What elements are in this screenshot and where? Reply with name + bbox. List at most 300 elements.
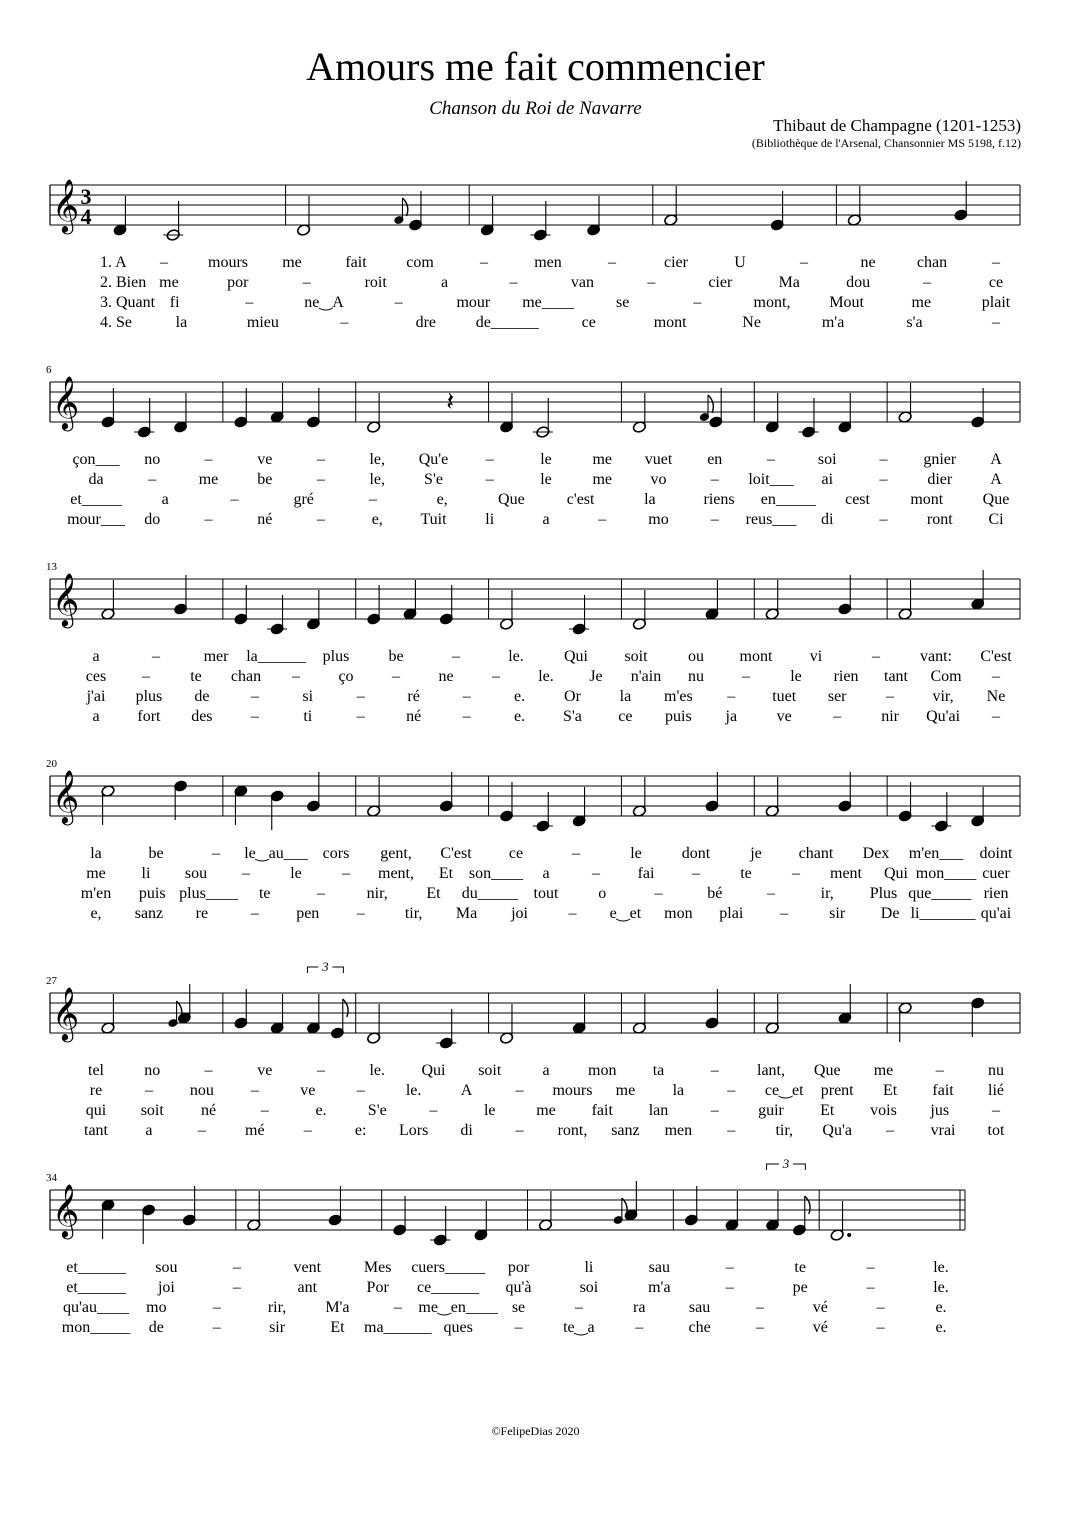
lyric-syllable: Mout: [829, 294, 865, 311]
staff-system: [50, 178, 1020, 331]
lyric-hyphen: –: [197, 1122, 206, 1139]
lyric-syllable: et_____: [70, 491, 122, 508]
lyric-syllable: Et: [438, 865, 454, 882]
staff-system: [46, 758, 1020, 922]
lyric-syllable: ja: [725, 708, 738, 725]
lyric-hyphen: –: [876, 1319, 885, 1336]
lyric-syllable: tot: [987, 1122, 1005, 1139]
lyric-hyphen: –: [647, 274, 656, 291]
lyric-syllable: Que: [498, 491, 525, 508]
lyric-syllable: le: [790, 668, 802, 685]
lyric-hyphen: –: [886, 1122, 895, 1139]
lyric-syllable: be: [388, 648, 404, 665]
lyric-syllable: da: [88, 471, 104, 488]
lyric-syllable: vo: [650, 471, 667, 488]
lyric-hyphen: –: [394, 294, 403, 311]
lyric-syllable: mont: [739, 648, 773, 665]
staff-system: [46, 364, 1020, 528]
lyric-hyphen: –: [755, 1299, 764, 1316]
lyric-hyphen: –: [204, 451, 213, 468]
lyric-syllable: la: [619, 688, 632, 705]
note-flag: [343, 999, 348, 1017]
lyric-syllable: rien: [983, 885, 1009, 902]
staff-system: [46, 561, 1020, 725]
lyric-hyphen: –: [232, 1259, 241, 1276]
lyric-syllable: ve: [257, 1062, 273, 1079]
lyric-syllable: a: [542, 865, 550, 882]
note-flag: [805, 1196, 810, 1214]
lyric-syllable: te: [794, 1259, 806, 1276]
lyric-hyphen: –: [792, 865, 800, 882]
lyric-syllable: m'a: [821, 314, 845, 331]
lyric-syllable: chan: [916, 254, 948, 271]
lyric-syllable: soi: [579, 1279, 599, 1296]
lyric-syllable: ai: [821, 471, 834, 488]
lyric-syllable: e.: [935, 1299, 947, 1316]
lyric-syllable: guir: [758, 1102, 784, 1119]
treble-clef-icon: 𝄞: [52, 769, 80, 823]
lyric-syllable: ti: [303, 708, 313, 725]
lyric-syllable: por: [227, 274, 249, 291]
lyric-hyphen: –: [568, 905, 577, 922]
lyric-syllable: né: [406, 708, 422, 725]
lyric-syllable: ve: [257, 451, 273, 468]
lyric-hyphen: –: [204, 1062, 213, 1079]
lyric-syllable: be: [257, 471, 273, 488]
lyric-hyphen: –: [462, 688, 471, 705]
lyric-syllable: rir,: [267, 1299, 287, 1316]
lyric-hyphen: –: [742, 668, 750, 685]
lyric-syllable: ques: [443, 1319, 473, 1336]
lyric-syllable: le: [483, 1102, 496, 1119]
lyric-syllable: gré: [293, 491, 314, 508]
lyric-hyphen: –: [514, 1319, 523, 1336]
lyric-hyphen: –: [879, 511, 888, 528]
lyric-syllable: di: [460, 1122, 473, 1139]
lyric-hyphen: –: [727, 1082, 736, 1099]
lyric-hyphen: –: [230, 491, 239, 508]
lyric-syllable: mour: [456, 294, 491, 311]
lyric-hyphen: –: [800, 254, 808, 271]
lyric-syllable: pen: [296, 905, 320, 922]
lyric-hyphen: –: [866, 1279, 875, 1296]
lyric-syllable: Qu'a: [822, 1122, 852, 1139]
lyric-syllable: mon: [664, 905, 693, 922]
lyric-syllable: ce______: [416, 1279, 480, 1296]
lyric-syllable: mour___: [67, 511, 125, 528]
lyric-syllable: tir,: [404, 905, 423, 922]
lyric-hyphen: –: [393, 1299, 402, 1316]
lyric-syllable: fait: [591, 1102, 613, 1119]
lyric-syllable: ve: [776, 708, 792, 725]
lyric-syllable: vrai: [930, 1122, 956, 1139]
lyric-syllable: plus: [135, 688, 163, 705]
lyric-syllable: ces: [85, 668, 107, 685]
lyric-hyphen: –: [245, 294, 254, 311]
lyric-hyphen: –: [148, 471, 157, 488]
lyric-syllable: o: [598, 885, 607, 902]
lyric-syllable: roit: [364, 274, 387, 291]
lyric-syllable: e.: [935, 1319, 947, 1336]
lyric-syllable: sau: [648, 1259, 670, 1276]
lyric-syllable: Qui: [884, 865, 908, 882]
lyric-hyphen: –: [144, 1082, 153, 1099]
lyric-hyphen: –: [710, 471, 719, 488]
lyric-syllable: cier: [708, 274, 733, 291]
staff-system: [46, 1156, 965, 1336]
lyric-syllable: a: [145, 1122, 153, 1139]
lyric-hyphen: –: [592, 865, 600, 882]
lyric-syllable: mours: [208, 254, 248, 271]
lyric-syllable: sau: [688, 1299, 711, 1316]
lyric-syllable: me: [536, 1102, 556, 1119]
lyric-syllable: m'en: [80, 885, 112, 902]
lyric-syllable: e‿et: [609, 905, 642, 922]
lyric-syllable: lan: [648, 1102, 669, 1119]
lyric-syllable: se: [616, 294, 630, 311]
lyric-hyphen: –: [452, 648, 460, 665]
lyric-syllable: se: [511, 1299, 526, 1316]
lyric-syllable: me: [198, 471, 219, 488]
lyric-hyphen: –: [767, 451, 775, 468]
lyric-hyphen: –: [260, 1102, 269, 1119]
lyric-hyphen: –: [635, 1319, 644, 1336]
lyric-hyphen: –: [935, 1062, 944, 1079]
lyric-syllable: ront,: [557, 1122, 588, 1139]
lyric-syllable: soit: [624, 648, 648, 665]
lyric-syllable: joi: [511, 905, 528, 922]
lyric-syllable: soi: [817, 451, 837, 468]
lyric-syllable: cest: [845, 491, 870, 508]
lyric-syllable: tant: [84, 1122, 108, 1139]
lyric-syllable: sanz: [134, 905, 164, 922]
lyric-syllable: n'ain: [630, 668, 662, 685]
lyric-syllable: prent: [820, 1082, 854, 1099]
lyric-syllable: le: [290, 865, 302, 882]
tuplet-label: 3: [782, 1156, 790, 1171]
lyric-syllable: ce: [988, 274, 1004, 291]
lyric-syllable: qu'ai: [980, 905, 1012, 922]
lyric-syllable: do: [144, 511, 161, 528]
lyric-syllable: cors: [322, 845, 350, 862]
lyric-syllable: de: [194, 688, 210, 705]
lyric-syllable: ne‿A: [304, 294, 344, 311]
lyric-hyphen: –: [574, 1299, 583, 1316]
lyric-syllable: 3. Quant: [100, 294, 156, 311]
measure-number: 20: [46, 758, 57, 770]
lyric-hyphen: –: [767, 885, 775, 902]
quarter-rest-icon: 𝄽: [446, 387, 455, 417]
treble-clef-icon: 𝄞: [52, 1183, 80, 1237]
lyric-syllable: re: [89, 1082, 103, 1099]
lyric-syllable: nir,: [366, 885, 388, 902]
lyric-hyphen: –: [242, 865, 250, 882]
lyric-syllable: la: [672, 1082, 685, 1099]
lyric-syllable: M'a: [325, 1299, 350, 1316]
lyric-hyphen: –: [152, 648, 160, 665]
lyric-syllable: Et: [820, 1102, 835, 1119]
lyric-syllable: fait: [345, 254, 367, 271]
time-signature-top: 3: [80, 184, 92, 209]
lyric-syllable: lié: [988, 1082, 1004, 1099]
lyric-syllable: cier: [664, 254, 688, 271]
lyric-syllable: joi: [157, 1279, 175, 1296]
lyric-syllable: le,: [369, 471, 386, 488]
lyric-syllable: Ma: [778, 274, 800, 291]
lyric-hyphen: –: [608, 254, 616, 271]
lyric-hyphen: –: [886, 688, 895, 705]
lyric-syllable: dou: [846, 274, 871, 291]
lyric-syllable: le.: [508, 648, 524, 665]
lyric-syllable: plait: [981, 294, 1011, 311]
lyric-hyphen: –: [212, 1299, 221, 1316]
lyric-syllable: e:: [354, 1122, 367, 1139]
subtitle-text: Chanson du Roi de Navarre: [429, 98, 642, 119]
lyric-syllable: ce: [581, 314, 596, 331]
lyric-syllable: Ne: [986, 688, 1006, 705]
lyric-syllable: nir: [881, 708, 900, 725]
lyric-syllable: son____: [468, 865, 524, 882]
lyric-syllable: a: [92, 708, 100, 725]
lyric-syllable: plus____: [179, 885, 238, 902]
lyric-syllable: pe: [792, 1279, 808, 1296]
lyric-syllable: c'est: [566, 491, 595, 508]
lyric-syllable: ré: [407, 688, 420, 705]
lyric-syllable: e,: [436, 491, 448, 508]
lyric-syllable: me: [592, 451, 613, 468]
lyric-syllable: s'a: [906, 314, 923, 331]
lyric-hyphen: –: [879, 471, 888, 488]
lyric-syllable: De: [880, 905, 900, 922]
treble-clef-icon: 𝄞: [52, 572, 80, 626]
lyric-syllable: m'a: [648, 1279, 671, 1296]
lyric-syllable: ve: [300, 1082, 316, 1099]
lyric-hyphen: –: [212, 1319, 221, 1336]
lyric-syllable: Qui: [421, 1062, 446, 1079]
lyric-syllable: sou: [184, 865, 208, 882]
lyric-syllable: des: [191, 708, 213, 725]
lyric-syllable: mours: [552, 1082, 593, 1099]
lyric-syllable: Ma: [455, 905, 478, 922]
lyric-syllable: loit___: [748, 471, 794, 488]
lyric-syllable: fi: [169, 294, 180, 311]
lyric-syllable: soit: [140, 1102, 164, 1119]
lyric-syllable: vant:: [920, 648, 952, 665]
lyric-syllable: j'ai: [86, 688, 106, 705]
copyright-footer: ©FelipeDias 2020: [491, 1424, 580, 1438]
lyric-syllable: te: [740, 865, 752, 882]
lyric-hyphen: –: [755, 1319, 764, 1336]
lyric-syllable: çon___: [72, 451, 120, 468]
lyric-syllable: re: [195, 905, 209, 922]
lyric-hyphen: –: [429, 1102, 438, 1119]
lyric-hyphen: –: [317, 471, 325, 488]
lyric-syllable: et______: [66, 1279, 126, 1296]
lyric-syllable: la: [90, 845, 102, 862]
lyric-syllable: Dex: [862, 845, 890, 862]
lyric-hyphen: –: [692, 865, 700, 882]
lyric-hyphen: –: [923, 274, 932, 291]
lyric-syllable: a: [161, 491, 169, 508]
lyric-syllable: no: [144, 451, 161, 468]
lyric-syllable: mo: [648, 511, 669, 528]
lyric-hyphen: –: [879, 451, 888, 468]
lyric-syllable: mo: [146, 1299, 167, 1316]
lyric-syllable: me: [911, 294, 932, 311]
lyric-syllable: de______: [475, 314, 539, 331]
lyric-hyphen: –: [204, 511, 213, 528]
lyric-syllable: ço: [338, 668, 354, 685]
lyric-syllable: mon: [588, 1062, 617, 1079]
lyric-hyphen: –: [693, 294, 702, 311]
lyric-syllable: bé: [707, 885, 723, 902]
lyric-syllable: be: [148, 845, 164, 862]
lyric-syllable: vi: [809, 648, 823, 665]
lyric-syllable: cuer: [982, 865, 1010, 882]
lyric-hyphen: –: [485, 471, 494, 488]
lyric-hyphen: –: [317, 885, 325, 902]
lyric-syllable: mé: [245, 1122, 265, 1139]
lyric-hyphen: –: [356, 905, 365, 922]
lyric-syllable: di: [821, 511, 834, 528]
lyric-syllable: mont,: [753, 294, 791, 311]
lyric-hyphen: –: [212, 845, 220, 862]
lyric-syllable: a: [92, 648, 100, 665]
note-flag: [402, 198, 407, 216]
lyric-hyphen: –: [727, 1122, 736, 1139]
note-flag: [708, 395, 713, 413]
lyric-syllable: que_____: [908, 885, 972, 902]
lyric-syllable: 4. Se: [100, 314, 132, 331]
lyric-syllable: por: [507, 1259, 530, 1276]
lyric-syllable: Et: [330, 1319, 345, 1336]
lyric-syllable: nu: [688, 668, 704, 685]
lyric-syllable: 2. Bien: [100, 274, 147, 291]
lyric-hyphen: –: [356, 688, 365, 705]
lyric-syllable: vir,: [932, 688, 954, 705]
lyric-hyphen: –: [485, 451, 494, 468]
lyric-syllable: sou: [155, 1259, 178, 1276]
lyric-syllable: de: [148, 1319, 164, 1336]
lyric-hyphen: –: [710, 511, 719, 528]
lyric-syllable: du_____: [461, 885, 518, 902]
lyric-syllable: qu'à: [505, 1279, 532, 1296]
lyric-hyphen: –: [480, 254, 488, 271]
lyric-syllable: mieu: [246, 314, 279, 331]
lyric-syllable: tir,: [775, 1122, 794, 1139]
lyric-hyphen: –: [340, 314, 349, 331]
lyric-syllable: ne: [438, 668, 454, 685]
lyric-syllable: gent,: [380, 845, 412, 862]
lyric-syllable: e,: [371, 511, 383, 528]
lyric-syllable: me: [86, 865, 106, 882]
lyric-syllable: e.: [315, 1102, 327, 1119]
lyric-syllable: te: [190, 668, 202, 685]
lyric-syllable: le: [630, 845, 642, 862]
lyric-hyphen: –: [727, 688, 736, 705]
lyric-syllable: vent: [293, 1259, 322, 1276]
lyric-syllable: sanz: [611, 1122, 640, 1139]
lyric-syllable: Mes: [363, 1259, 392, 1276]
lyric-syllable: A: [460, 1082, 473, 1099]
lyric-hyphen: –: [292, 668, 300, 685]
lyric-hyphen: –: [725, 1279, 734, 1296]
lyric-syllable: a: [542, 511, 550, 528]
lyric-syllable: dont: [681, 845, 711, 862]
lyric-syllable: mont: [653, 314, 687, 331]
lyric-syllable: me‿en____: [418, 1299, 498, 1316]
lyric-syllable: ra: [632, 1299, 646, 1316]
lyric-syllable: la: [175, 314, 188, 331]
lyric-hyphen: –: [142, 668, 150, 685]
lyric-syllable: li_______: [910, 905, 976, 922]
lyric-syllable: reus___: [745, 511, 797, 528]
lyric-syllable: a: [441, 274, 449, 291]
lyric-syllable: C'est: [980, 648, 1012, 665]
treble-clef-icon: 𝄞: [52, 178, 80, 232]
lyric-hyphen: –: [992, 708, 1000, 725]
lyric-syllable: nou: [189, 1082, 214, 1099]
lyric-hyphen: –: [342, 865, 350, 882]
lyric-syllable: soit: [478, 1062, 502, 1079]
lyric-syllable: Qu'ai: [926, 708, 961, 725]
lyric-hyphen: –: [250, 708, 259, 725]
lyric-syllable: le‿au___: [244, 845, 308, 862]
lyric-hyphen: –: [160, 254, 168, 271]
lyric-hyphen: –: [392, 668, 400, 685]
lyric-hyphen: –: [710, 1062, 719, 1079]
lyric-hyphen: –: [710, 1102, 719, 1119]
lyric-syllable: S'a: [563, 708, 582, 725]
lyric-syllable: la: [644, 491, 656, 508]
lyric-hyphen: –: [356, 708, 365, 725]
lyric-syllable: Tuit: [420, 511, 447, 528]
lyric-syllable: me: [615, 1082, 636, 1099]
lyric-syllable: vois: [870, 1102, 897, 1119]
lyric-syllable: mer: [203, 648, 229, 665]
lyric-syllable: ser: [827, 688, 847, 705]
lyric-syllable: vé: [812, 1319, 828, 1336]
lyric-syllable: ta: [652, 1062, 665, 1079]
time-signature-bottom: 4: [80, 204, 92, 229]
lyric-syllable: e.: [513, 708, 526, 725]
lyric-syllable: rien: [833, 668, 859, 685]
lyric-syllable: Que: [813, 1062, 841, 1079]
lyric-syllable: jus: [930, 1102, 950, 1119]
lyric-syllable: dre: [415, 314, 437, 331]
lyric-syllable: ment,: [378, 865, 414, 882]
lyric-syllable: sir: [269, 1319, 286, 1336]
lyric-syllable: com: [406, 254, 434, 271]
staff-system: [46, 959, 1020, 1139]
lyric-syllable: Qui: [564, 648, 588, 665]
lyric-syllable: en: [707, 451, 723, 468]
lyric-syllable: m'es: [664, 688, 693, 705]
lyric-syllable: et______: [66, 1259, 126, 1276]
lyric-hyphen: –: [303, 1122, 312, 1139]
composer-credit: Thibaut de Champagne (1201-1253): [773, 116, 1021, 135]
lyric-hyphen: –: [232, 1279, 241, 1296]
lyric-syllable: gnier: [923, 451, 957, 468]
lyric-syllable: vuet: [644, 451, 673, 468]
lyric-hyphen: –: [356, 1082, 365, 1099]
lyric-syllable: ir,: [820, 885, 834, 902]
lyric-syllable: vé: [812, 1299, 828, 1316]
lyric-syllable: Et: [426, 885, 441, 902]
lyric-syllable: C'est: [440, 845, 472, 862]
lyric-syllable: te‿a: [563, 1319, 595, 1336]
lyric-hyphen: –: [509, 274, 518, 291]
